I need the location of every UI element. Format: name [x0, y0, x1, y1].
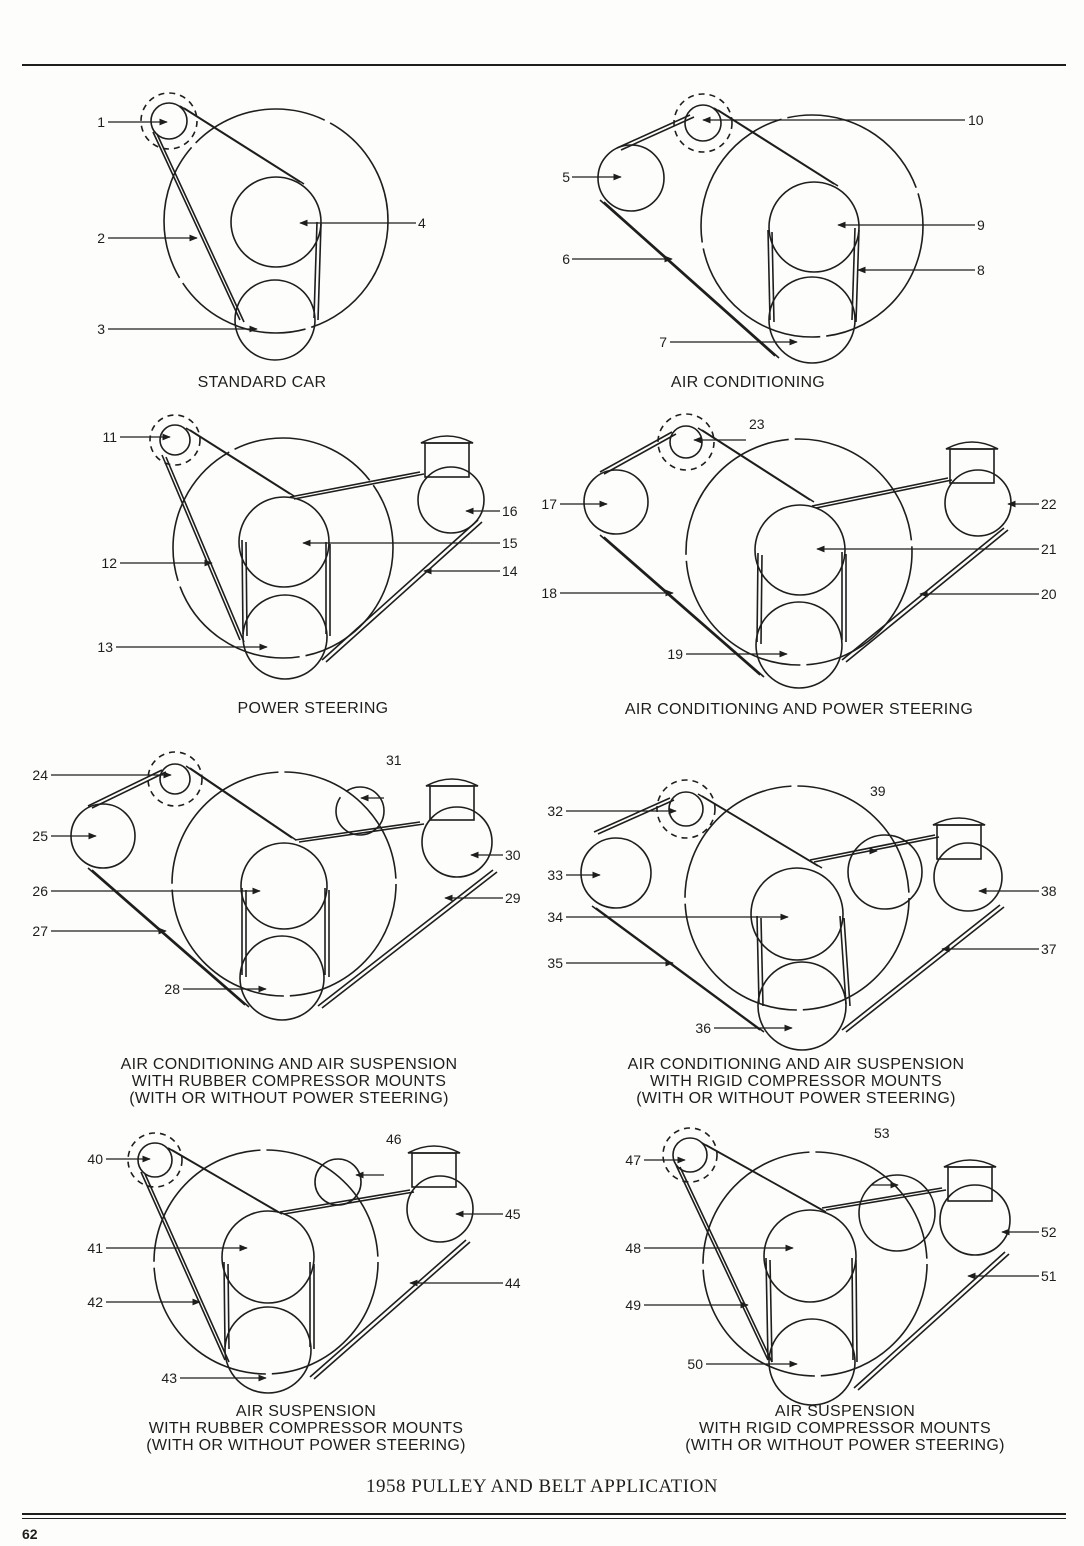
crankshaft-pulley: [756, 602, 842, 688]
fan-circle: [172, 772, 396, 996]
callout-number: 30: [505, 847, 521, 863]
water-pump-pulley: [751, 868, 843, 960]
drive-belt: [596, 908, 764, 1032]
callout-number: 19: [667, 646, 683, 662]
drive-belt: [322, 872, 497, 1008]
fan-belt: [314, 222, 317, 318]
callout-number: 39: [870, 783, 886, 799]
callout-number: 13: [97, 639, 113, 655]
diagram-caption: AIR CONDITIONING: [670, 374, 826, 391]
drive-belt: [280, 1190, 410, 1212]
fan-belt: [153, 132, 240, 320]
water-pump-pulley: [769, 182, 859, 272]
generator-pulley: [669, 792, 703, 826]
water-pump-pulley: [239, 497, 329, 587]
drive-belt: [757, 916, 759, 1004]
callout-number: 47: [625, 1152, 641, 1168]
callout-number: 9: [977, 217, 985, 233]
callout-number: 52: [1041, 1224, 1057, 1240]
reservoir-cap-icon: [944, 1160, 996, 1167]
drive-belt: [854, 1252, 1005, 1388]
drive-belt: [246, 542, 247, 636]
drive-belt: [852, 1258, 853, 1360]
drive-belt: [761, 918, 763, 1006]
drive-belt: [822, 1188, 942, 1208]
diagram-caption: AIR SUSPENSION: [774, 1403, 916, 1420]
generator-pulley-outline: [657, 780, 715, 838]
callout-number: 24: [32, 767, 48, 783]
callout-number: 43: [161, 1370, 177, 1386]
drive-belt: [718, 110, 838, 186]
callout-number: 8: [977, 262, 985, 278]
drive-belt: [761, 555, 762, 644]
air-compressor-pulley: [859, 1175, 935, 1251]
drive-belt: [294, 474, 424, 499]
diagram-ac-air-suspension-rubber: [32, 752, 520, 1107]
drive-belt: [617, 115, 690, 148]
drive-belt: [846, 530, 1008, 662]
callout-number: 7: [659, 334, 667, 350]
reservoir-cap-icon: [426, 779, 478, 786]
drive-belt: [295, 822, 420, 840]
diagram-caption: STANDARD CAR: [197, 374, 327, 391]
drive-belt: [284, 1192, 414, 1214]
crankshaft-pulley: [225, 1307, 311, 1393]
fan-circle: [685, 786, 909, 1010]
reservoir-cap-icon: [421, 436, 473, 443]
drive-belt: [770, 1260, 772, 1362]
generator-pulley-outline: [148, 752, 202, 806]
diagram-caption: (WITH OR WITHOUT POWER STEERING): [685, 1437, 1005, 1454]
drive-belt: [598, 800, 674, 834]
diagram-air-suspension-rigid: [625, 1125, 1056, 1454]
callout-number: 1: [97, 114, 105, 130]
drive-belt: [594, 798, 670, 832]
drive-belt: [190, 430, 294, 496]
drive-belt: [757, 553, 758, 642]
power-steering-pulley: [934, 843, 1002, 911]
drive-belt: [846, 907, 1004, 1032]
air-compressor-pulley: [848, 835, 922, 909]
drive-belt: [600, 432, 672, 472]
diagram-caption: WITH RIGID COMPRESSOR MOUNTS: [699, 1420, 991, 1437]
drive-belt: [166, 457, 244, 642]
drive-belt: [826, 1190, 946, 1210]
callout-number: 31: [386, 752, 402, 768]
drive-belt: [600, 200, 775, 356]
drive-belt: [702, 796, 822, 868]
power-steering-pulley: [940, 1185, 1010, 1255]
generator-pulley: [151, 103, 187, 139]
diagram-caption: AIR CONDITIONING AND AIR SUSPENSION: [120, 1056, 458, 1073]
callout-number: 37: [1041, 941, 1057, 957]
bottom-rule-thin: [22, 1518, 1066, 1519]
callout-number: 40: [87, 1151, 103, 1167]
diagram-caption: POWER STEERING: [237, 700, 389, 717]
diagram-standard-car: [97, 93, 426, 391]
generator-pulley: [138, 1143, 172, 1177]
callout-number: 6: [562, 251, 570, 267]
compressor-pulley: [598, 145, 664, 211]
diagram-air-conditioning: [562, 94, 985, 391]
diagram-caption: WITH RUBBER COMPRESSOR MOUNTS: [131, 1073, 447, 1090]
diagram-ac-air-suspension-rigid: [547, 780, 1056, 1107]
generator-pulley-outline: [663, 1128, 717, 1182]
water-pump-pulley: [755, 505, 845, 595]
fan-circle: [701, 115, 923, 337]
callout-number: 10: [968, 112, 984, 128]
diagram-caption: WITH RUBBER COMPRESSOR MOUNTS: [148, 1420, 464, 1437]
air-compressor-pulley: [315, 1159, 361, 1205]
drive-belt: [856, 1260, 857, 1362]
generator-pulley-outline: [674, 94, 732, 152]
callout-number: 28: [164, 981, 180, 997]
reservoir-icon: [412, 1153, 456, 1187]
drive-belt: [141, 1172, 225, 1360]
drive-belt: [702, 430, 814, 502]
generator-pulley: [670, 426, 702, 458]
callout-number: 15: [502, 535, 518, 551]
generator-pulley-outline: [141, 93, 197, 149]
drive-belt: [604, 202, 779, 358]
callout-number: 42: [87, 1294, 103, 1310]
callout-number: 23: [749, 416, 765, 432]
reservoir-icon: [430, 786, 474, 820]
drive-belt: [604, 537, 764, 677]
reservoir-cap-icon: [946, 442, 998, 449]
callout-number: 41: [87, 1240, 103, 1256]
drive-belt: [706, 1145, 826, 1212]
diagram-caption: AIR SUSPENSION: [235, 1403, 377, 1420]
callout-number: 12: [101, 555, 117, 571]
drive-belt: [322, 520, 478, 660]
drive-belt: [816, 480, 952, 508]
bottom-rule: [22, 1513, 1066, 1515]
callout-number: 3: [97, 321, 105, 337]
drive-belt: [310, 1240, 466, 1377]
callout-number: 21: [1041, 541, 1057, 557]
drive-belt: [858, 1254, 1009, 1390]
drive-belt: [604, 434, 676, 474]
callout-number: 5: [562, 169, 570, 185]
water-pump-pulley: [764, 1210, 856, 1302]
fan-belt: [184, 108, 304, 184]
callout-number: 48: [625, 1240, 641, 1256]
power-steering-pulley: [945, 470, 1011, 536]
callout-number: 33: [547, 867, 563, 883]
drive-belt: [224, 1262, 225, 1347]
callout-number: 34: [547, 909, 563, 925]
drive-belt: [812, 478, 948, 506]
callout-number: 53: [874, 1125, 890, 1141]
diagram-caption: (WITH OR WITHOUT POWER STEERING): [146, 1437, 466, 1454]
generator-pulley: [673, 1138, 707, 1172]
drive-belt: [92, 772, 166, 808]
crankshaft-pulley: [769, 1319, 855, 1405]
drive-belt: [676, 1165, 768, 1360]
callout-number: 38: [1041, 883, 1057, 899]
generator-pulley: [160, 425, 190, 455]
page-title: 1958 PULLEY AND BELT APPLICATION: [365, 1476, 719, 1497]
generator-pulley: [685, 105, 721, 141]
callout-number: 11: [102, 429, 117, 445]
callout-number: 50: [687, 1356, 703, 1372]
callout-number: 49: [625, 1297, 641, 1313]
crankshaft-pulley: [240, 936, 324, 1020]
callout-number: 25: [32, 828, 48, 844]
reservoir-cap-icon: [408, 1146, 460, 1153]
drive-belt: [318, 870, 493, 1006]
crankshaft-pulley: [769, 277, 855, 363]
callout-number: 51: [1041, 1268, 1057, 1284]
diagram-caption: AIR CONDITIONING AND AIR SUSPENSION: [627, 1056, 965, 1073]
page-number: 62: [22, 1526, 38, 1542]
reservoir-cap-icon: [933, 818, 985, 825]
fan-circle: [154, 1150, 378, 1374]
drive-belt: [810, 835, 935, 860]
compressor-pulley: [584, 470, 648, 534]
callout-number: 36: [695, 1020, 711, 1036]
callout-number: 29: [505, 890, 521, 906]
compressor-pulley: [581, 838, 651, 908]
power-steering-pulley: [422, 807, 492, 877]
diagram-caption: (WITH OR WITHOUT POWER STEERING): [636, 1090, 956, 1107]
drive-belt: [768, 230, 770, 320]
callout-number: 35: [547, 955, 563, 971]
reservoir-icon: [425, 443, 469, 477]
drive-belt: [145, 1174, 229, 1362]
power-steering-pulley: [407, 1176, 473, 1242]
diagram-power-steering: [97, 415, 517, 717]
diagram-caption: AIR CONDITIONING AND POWER STEERING: [624, 701, 974, 718]
callout-number: 26: [32, 883, 48, 899]
diagram-caption: WITH RIGID COMPRESSOR MOUNTS: [650, 1073, 942, 1090]
water-pump-pulley: [231, 177, 321, 267]
callout-number: 45: [505, 1206, 521, 1222]
drive-belt: [314, 1242, 470, 1379]
generator-pulley: [160, 764, 190, 794]
water-pump-pulley: [241, 843, 327, 929]
callout-number: 18: [541, 585, 557, 601]
drive-belt: [228, 1264, 229, 1349]
drive-belt: [290, 472, 420, 497]
drive-belt: [242, 540, 243, 634]
generator-pulley-outline: [150, 415, 200, 465]
callout-number: 4: [418, 215, 426, 231]
drive-belt: [299, 824, 424, 842]
reservoir-icon: [948, 1167, 992, 1201]
water-pump-pulley: [222, 1211, 314, 1303]
diagram-caption: (WITH OR WITHOUT POWER STEERING): [129, 1090, 449, 1107]
drive-belt: [842, 905, 1000, 1030]
callout-number: 44: [505, 1275, 521, 1291]
generator-pulley-outline: [658, 414, 714, 470]
callout-number: 14: [502, 563, 518, 579]
callout-number: 32: [547, 803, 563, 819]
callout-number: 46: [386, 1131, 402, 1147]
crankshaft-pulley: [758, 962, 846, 1050]
generator-pulley-outline: [128, 1133, 182, 1187]
crankshaft-pulley: [243, 595, 327, 679]
callout-number: 22: [1041, 496, 1057, 512]
callout-number: 27: [32, 923, 48, 939]
callout-number: 20: [1041, 586, 1057, 602]
callout-number: 2: [97, 230, 105, 246]
diagram-air-suspension-rubber: [87, 1131, 520, 1454]
callout-number: 17: [541, 496, 557, 512]
crankshaft-pulley: [235, 280, 315, 360]
diagram-ac-power-steering: [541, 414, 1056, 718]
callout-number: 16: [502, 503, 518, 519]
drive-belt: [814, 837, 939, 862]
